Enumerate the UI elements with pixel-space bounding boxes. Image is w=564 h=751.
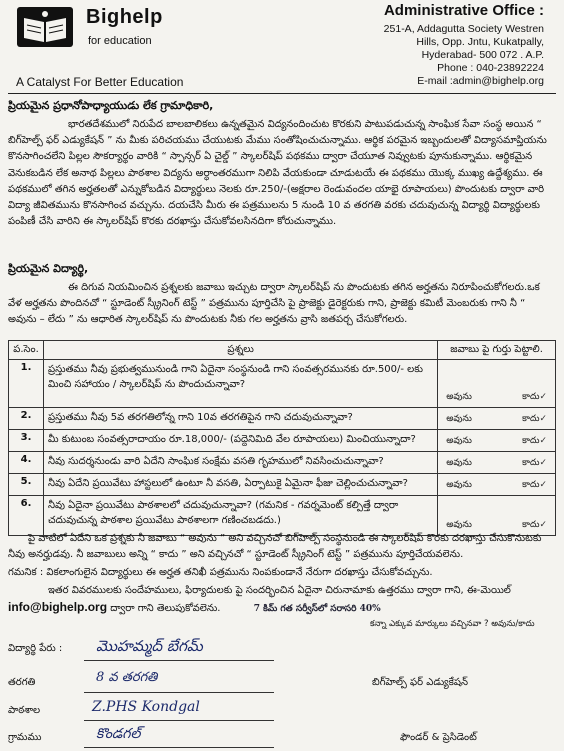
col-header-answer: జవాబు పై గుర్తు పెట్టాలి. bbox=[438, 341, 556, 360]
question-text: నీవు సుదర్శనుండు వారి ఏదేని సాంఘిక సంక్షేమ వసతి గృహములో నివసించుచున్నావా? bbox=[43, 452, 437, 474]
question-text: నీవు ఏదేని ప్రయివేటు హాస్టలులో ఉంటూ నీ వసతి, ఏర్పాటుకై ఏమైనా ఫీజు చెల్లించుచున్నావా? bbox=[43, 474, 437, 496]
field-line bbox=[84, 720, 274, 721]
answer-cell[interactable] bbox=[438, 474, 556, 496]
row-number: 6. bbox=[9, 496, 44, 536]
header-divider bbox=[8, 93, 556, 94]
contact-email-tail: ద్వారా గాని తెలుపుకోవలెను. bbox=[110, 603, 221, 614]
field-line bbox=[84, 747, 274, 748]
checkmark-icon: ✓ bbox=[539, 458, 547, 468]
yes-option[interactable]: అవును bbox=[446, 392, 472, 402]
table-row bbox=[9, 474, 556, 496]
col-header-number: ప.సెం. bbox=[9, 341, 44, 360]
checkmark-icon: ✓ bbox=[539, 520, 547, 530]
marks-question: కన్నా ఎక్కువ మార్కులు వచ్చినవా ? అవును/కాదు bbox=[370, 619, 535, 629]
field-label-school: పాఠశాల bbox=[8, 705, 41, 716]
field-value-class[interactable]: 8 వ తరగతి bbox=[96, 670, 158, 685]
table-row bbox=[9, 452, 556, 474]
salutation: ప్రియమైన ప్రధానోపాధ్యాయుడు లేక గ్రామాధికారి, bbox=[8, 99, 214, 112]
yes-option[interactable]: అవును bbox=[446, 414, 472, 424]
field-line bbox=[84, 660, 274, 661]
field-label-name: విద్యార్థి పేరు : bbox=[8, 643, 63, 654]
field-label-class: తరగతి bbox=[8, 677, 36, 688]
answer-cell[interactable] bbox=[438, 430, 556, 452]
no-option[interactable]: కాదు bbox=[522, 436, 540, 446]
field-line bbox=[84, 692, 274, 693]
question-text: మీ కుటుంబ సంవత్సరాదాయం రూ.18,000/- (పద్దెనిమిది వేల రూపాయలు) మించియున్నాదా? bbox=[43, 430, 437, 452]
no-option[interactable]: కాదు bbox=[522, 520, 540, 530]
row-number: 3. bbox=[9, 430, 44, 452]
col-header-questions: ప్రశ్నలు bbox=[43, 341, 437, 360]
row-number: 1. bbox=[9, 360, 44, 408]
answer-cell[interactable] bbox=[438, 496, 556, 536]
row-number: 2. bbox=[9, 408, 44, 430]
yes-option[interactable]: అవును bbox=[446, 520, 472, 530]
table-row bbox=[9, 496, 556, 536]
note-paragraph: గమనిక : వికలాంగులైన విద్యార్థులు ఈ అర్హత తనిఖీ పత్రమును నింపకుండానే నేరుగా దరఖాస్తు చేసుకోవచ్చును. bbox=[8, 567, 433, 578]
field-value-school[interactable]: Z.PHS Kondgal bbox=[92, 699, 200, 715]
question-text: ప్రస్తుతము నీవు 5వ తరగతిలోన్న గాని 10వ తరగతిపైన గాని చదువుచున్నావా? bbox=[43, 408, 437, 430]
row-number: 5. bbox=[9, 474, 44, 496]
office-email: E-mail :admin@bighelp.org bbox=[417, 75, 544, 87]
answer-cell[interactable] bbox=[438, 360, 556, 408]
founder-signature: ఫౌండర్ & ప్రెసిడెంట్ bbox=[400, 732, 477, 743]
office-title: Administrative Office : bbox=[383, 2, 544, 19]
contact-line bbox=[8, 600, 556, 617]
intro-paragraph: భారతదేశములో నిరుపేద బాలబాలికలు ఉన్నతమైన విద్యనందించుట కొరకుని పాటుపడుచున్న సాంఘిక సేవా సంస్థ అయిన “ బిగ్‌హెల్ప్ ఫర్ ఎడ్యుకేషన్ ” ను మీకు పరిచయము చేయుటకు మేము సంతోషించుచున్నాము. ఆర్థిక పరమైన ఇబ్బందులతో విద్యాసమాప్తియను కొనసాగించలేని పిల్లల సౌకర్యార్థం వారికి “ స్పాన్సర్ ఏ చైల్డ్ ” స్కాలర్‌షిప్ పథకము ద్వారా చేయూత నివ్వుటకు పూనుకున్నాము. ఆర్థికమైన వెనుకబడిన లేక అనాథ పిల్లలు పాఠశాల విద్యను అర్ధాంతరముగా నిలిపి వేయకుండా చూడుటయే ఈ పథకము యొక్క ముఖ్య ఉద్దేశ్యము. ఈ పథకములో తగిన అర్హతలతో ఎన్నుకోబడిన విద్యార్థులు నెలకు రూ.250/-(అక్షరాల రెండువందల యాభై రూపాయలు) పొందుటకు ద్వారా వారి విద్యా జీవితమును కొనసాగించ వచ్చును. దయచేసి మీరు ఈ పత్రములను 5 నుండి 10 వ తరగతి వరకు చదువుచున్న విద్యార్థి విద్యార్థులకు పంపిణీ చేసి వారిని ఈ స్కాలర్‌షిప్ కొరకు దరఖాస్తు చేసుకోవలసినదిగా కోరుచున్నాము. bbox=[8, 119, 547, 228]
table-header-row bbox=[9, 341, 556, 360]
organization-signature: బిగ్‌హెల్ప్ ఫర్ ఎడ్యుకేషన్ bbox=[372, 677, 469, 688]
question-text: ప్రస్తుతము నీవు ప్రభుత్వమునుండి గాని ఏదైనా సంస్థనుండి గాని సంవత్సరమునకు రూ.500/- లకు మించి సహాయం / స్కాలర్‌షిప్ ను పొందుచున్నావా? bbox=[43, 360, 437, 408]
brand-subtitle: for education bbox=[88, 35, 152, 47]
no-option[interactable]: కాదు bbox=[522, 480, 540, 490]
table-row bbox=[9, 430, 556, 452]
yes-option[interactable]: అవును bbox=[446, 436, 472, 446]
checkmark-icon: ✓ bbox=[539, 480, 547, 490]
table-row bbox=[9, 360, 556, 408]
row-number: 4. bbox=[9, 452, 44, 474]
field-label-village: గ్రామము bbox=[8, 732, 42, 743]
table-row bbox=[9, 408, 556, 430]
no-option[interactable]: కాదు bbox=[522, 458, 540, 468]
office-line: 251-A, Addagutta Society Westren bbox=[383, 23, 544, 35]
yes-option[interactable]: అవును bbox=[446, 458, 472, 468]
checkmark-icon: ✓ bbox=[539, 436, 547, 446]
field-value-name[interactable]: మొహమ్మద్ బేగమ్ bbox=[96, 637, 203, 655]
office-phone: Phone : 040-23892224 bbox=[437, 62, 544, 74]
checkmark-icon: ✓ bbox=[539, 392, 547, 402]
contact-paragraph: ఇతర వివరములకు సందేహములు, ఫిర్యాదులకు పై సందర్భించిన ఏదైనా చిరునామాకు ఉత్తరము ద్వారా గాని, ఈ-మెయిల్ bbox=[48, 585, 511, 596]
checkmark-icon: ✓ bbox=[539, 414, 547, 424]
student-salutation: ప్రియమైన విద్యార్థి, bbox=[8, 262, 89, 275]
ineligibility-paragraph: పై వాటిలో ఏదేని ఒక ప్రశ్నకు నీ జవాబు “ అవును ” అని వచ్చినచో బిగ్‌హెల్ప్ సంస్థనుండి ఈ స్కాలర్‌షిప్ కొరకు దరఖాస్తు చేసుకొనుటకు నీవు అనర్హుడవు. నీ జవాబులు అన్ని “ కాదు ” అని వచ్చినచో “ స్టూడెంట్ స్క్రీనింగ్ టెస్ట్ ” పత్రమును పూర్తిచేయవలెను. bbox=[8, 533, 542, 560]
field-value-village[interactable]: కొండగల్ bbox=[96, 726, 141, 742]
answer-cell[interactable] bbox=[438, 408, 556, 430]
yes-option[interactable]: అవును bbox=[446, 480, 472, 490]
answer-cell[interactable] bbox=[438, 452, 556, 474]
office-address bbox=[244, 2, 544, 88]
instruction-paragraph: ఈ దిగువ నియమించిన ప్రశ్నలకు జవాబు ఇచ్చుట ద్వారా స్కాలర్‌షిప్ ను పొందుటకు తగిన అర్హతను నిరూపించుకోగలరు.ఒక వేళ అర్హతను పొందినచో “ స్టూడెంట్ స్క్రీనింగ్ టెస్ట్ ” పత్రమును పూర్తిచేసి పై ప్రాజెక్టు డైరెక్టరుకు గాని, ప్రాజెక్టు కమిటీ మెంబరుకు గాని నీ “ అవును – లేదు ” ను ఆధారిత స్కాలర్‌షిప్ ను పొందుటకు నీకు గల అర్హతను వ్రాసి జతపర్చ చేసుకోగలరు. bbox=[8, 282, 540, 326]
eligibility-table bbox=[8, 340, 556, 536]
question-text: నీవు ఏదైనా ప్రయివేటు పాఠశాలలో చదువుచున్నావా? (గమనిక - గవర్నమెంట్ కల్పిత్తే ద్వారా చదువుచున్న పాఠశాల ప్రయివేటు పాఠశాలగా గణించబడదు.) bbox=[43, 496, 437, 536]
book-logo-icon bbox=[16, 6, 74, 48]
no-option[interactable]: కాదు bbox=[522, 414, 540, 424]
no-option[interactable]: కాదు bbox=[522, 392, 540, 402]
handwritten-marks-note: 7 కిమ్ గత సర్వీస్‌లో సరాసరి 40% bbox=[253, 604, 381, 614]
tagline: A Catalyst For Better Education bbox=[16, 75, 184, 89]
contact-email-link[interactable]: info@bighelp.org bbox=[8, 600, 108, 614]
office-line: Hills, Opp. Jntu, Kukatpally, bbox=[416, 36, 544, 48]
brand-name: Bighelp bbox=[86, 6, 163, 28]
office-line: Hyderabad- 500 072 . A.P. bbox=[421, 49, 544, 61]
